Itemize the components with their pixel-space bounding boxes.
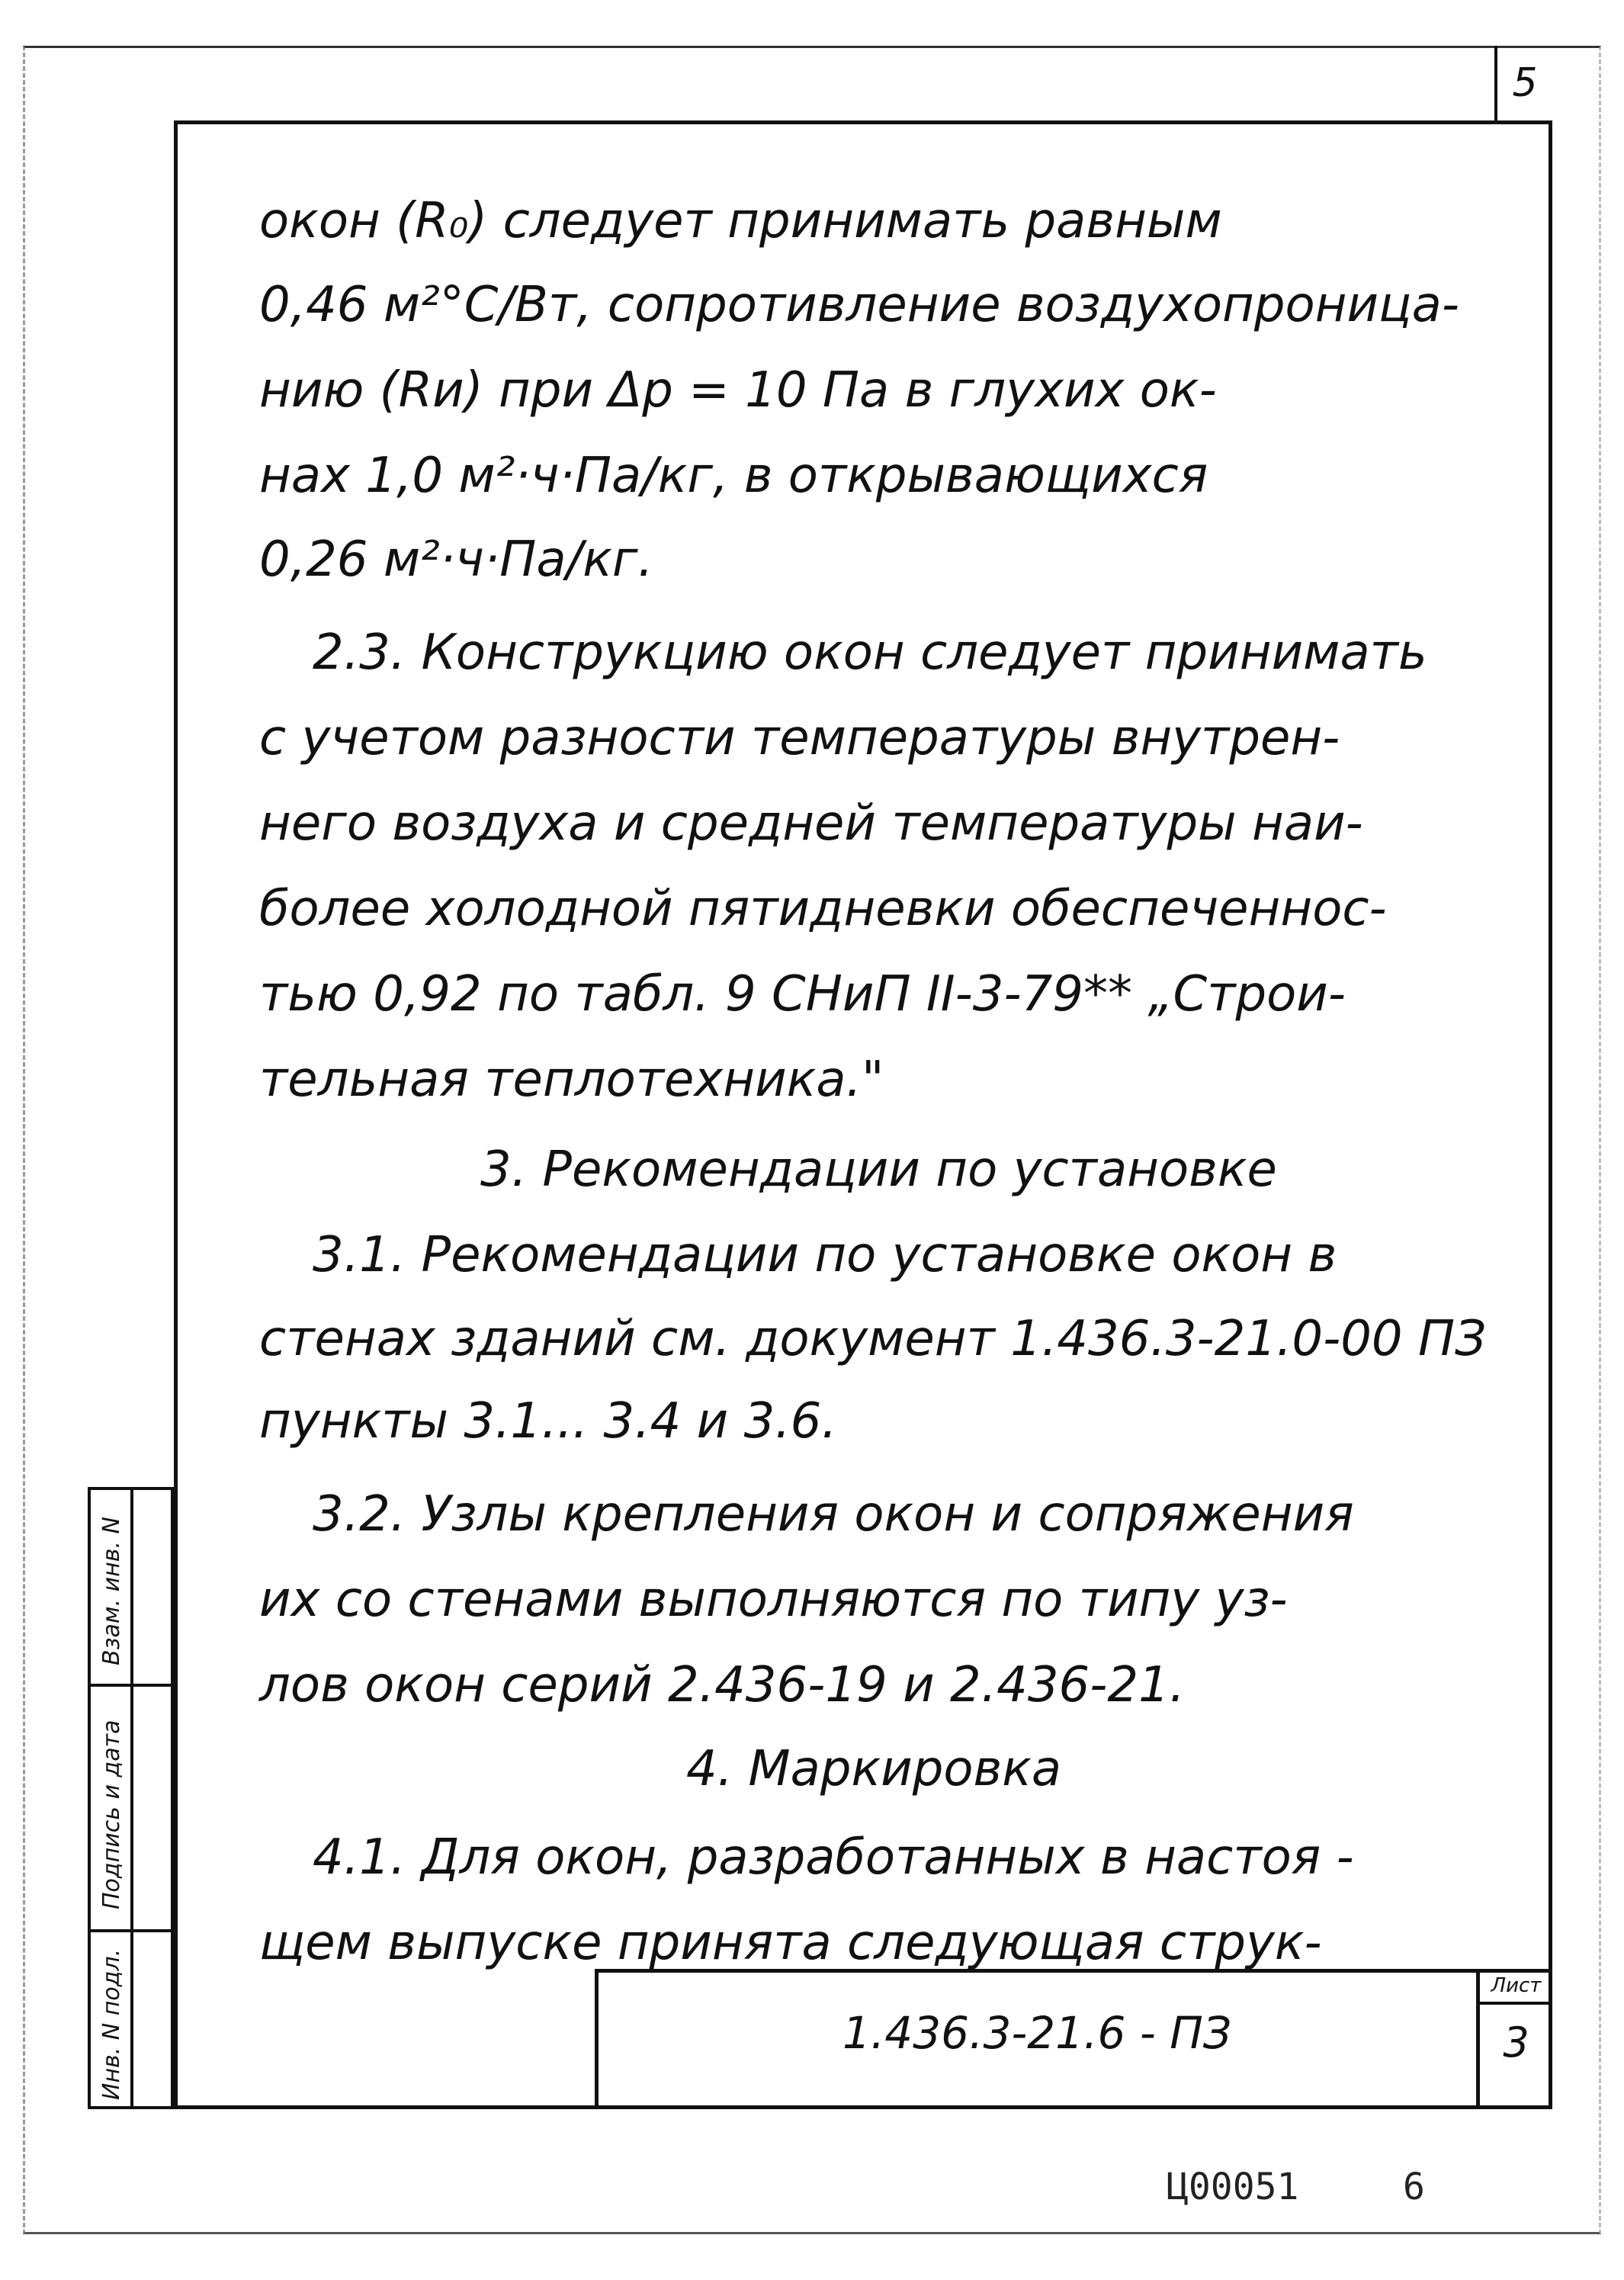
- text-line: лов окон серий 2.436-19 и 2.436-21.: [259, 1657, 1186, 1713]
- sheet-label: Лист: [1491, 1974, 1542, 1997]
- title-block: [595, 1969, 1552, 2109]
- text-line: щем выпуске принята следующая струк-: [259, 1915, 1322, 1971]
- text-line: 0,26 м²·ч·Па/кг.: [259, 531, 653, 588]
- text-line: с учетом разности температуры внутрен-: [259, 710, 1340, 766]
- text-line: нах 1,0 м²·ч·Па/кг, в открывающихся: [259, 448, 1208, 504]
- page-number-box: [1494, 46, 1552, 124]
- text-line: 2.3. Конструкцию окон следует принимать: [313, 625, 1427, 681]
- text-line: 3.2. Узлы крепления окон и сопряжения: [313, 1486, 1354, 1543]
- section-heading: 4. Маркировка: [686, 1741, 1062, 1797]
- side-stamp-strip: [88, 1487, 174, 2109]
- text-line: более холодной пятидневки обеспеченнос-: [259, 881, 1387, 937]
- section-heading: 3. Рекомендации по установке: [480, 1142, 1277, 1198]
- side-label-signature-date: Подпись и дата: [98, 1720, 125, 1909]
- side-label-original-inv: Инв. N подл.: [98, 1948, 125, 2100]
- side-label-replace-inv: Взам. инв. N: [98, 1517, 125, 1665]
- text-line: 0,46 м²°С/Вт, сопротивление воздухопроница-: [259, 277, 1459, 333]
- sheet-number-box: [1476, 1973, 1552, 2109]
- page-number: 5: [1512, 60, 1538, 106]
- text-line: 3.1. Рекомендации по установке окон в: [313, 1227, 1337, 1283]
- sheet-number: 3: [1503, 2018, 1529, 2066]
- text-line: него воздуха и средней температуры наи-: [259, 795, 1363, 852]
- text-line: окон (R₀) следует принимать равным: [259, 193, 1222, 249]
- archive-stamp-code: Ц00051: [1167, 2166, 1299, 2208]
- text-line: тельная теплотехника.": [259, 1052, 884, 1108]
- text-line: стенах зданий см. документ 1.436.3-21.0-00 ПЗ: [259, 1311, 1487, 1367]
- text-line: тью 0,92 по табл. 9 СНиП II-3-79** „Строи-: [259, 966, 1346, 1023]
- text-line: их со стенами выполняются по типу уз-: [259, 1572, 1288, 1628]
- document-code: 1.436.3-21.6 - ПЗ: [842, 2007, 1232, 2059]
- text-line: нию (Rи) при Δр = 10 Па в глухих ок-: [259, 362, 1217, 419]
- archive-stamp-number: 6: [1403, 2166, 1425, 2208]
- text-line: пункты 3.1... 3.4 и 3.6.: [259, 1393, 837, 1450]
- text-line: 4.1. Для окон, разработанных в настоя -: [313, 1829, 1354, 1886]
